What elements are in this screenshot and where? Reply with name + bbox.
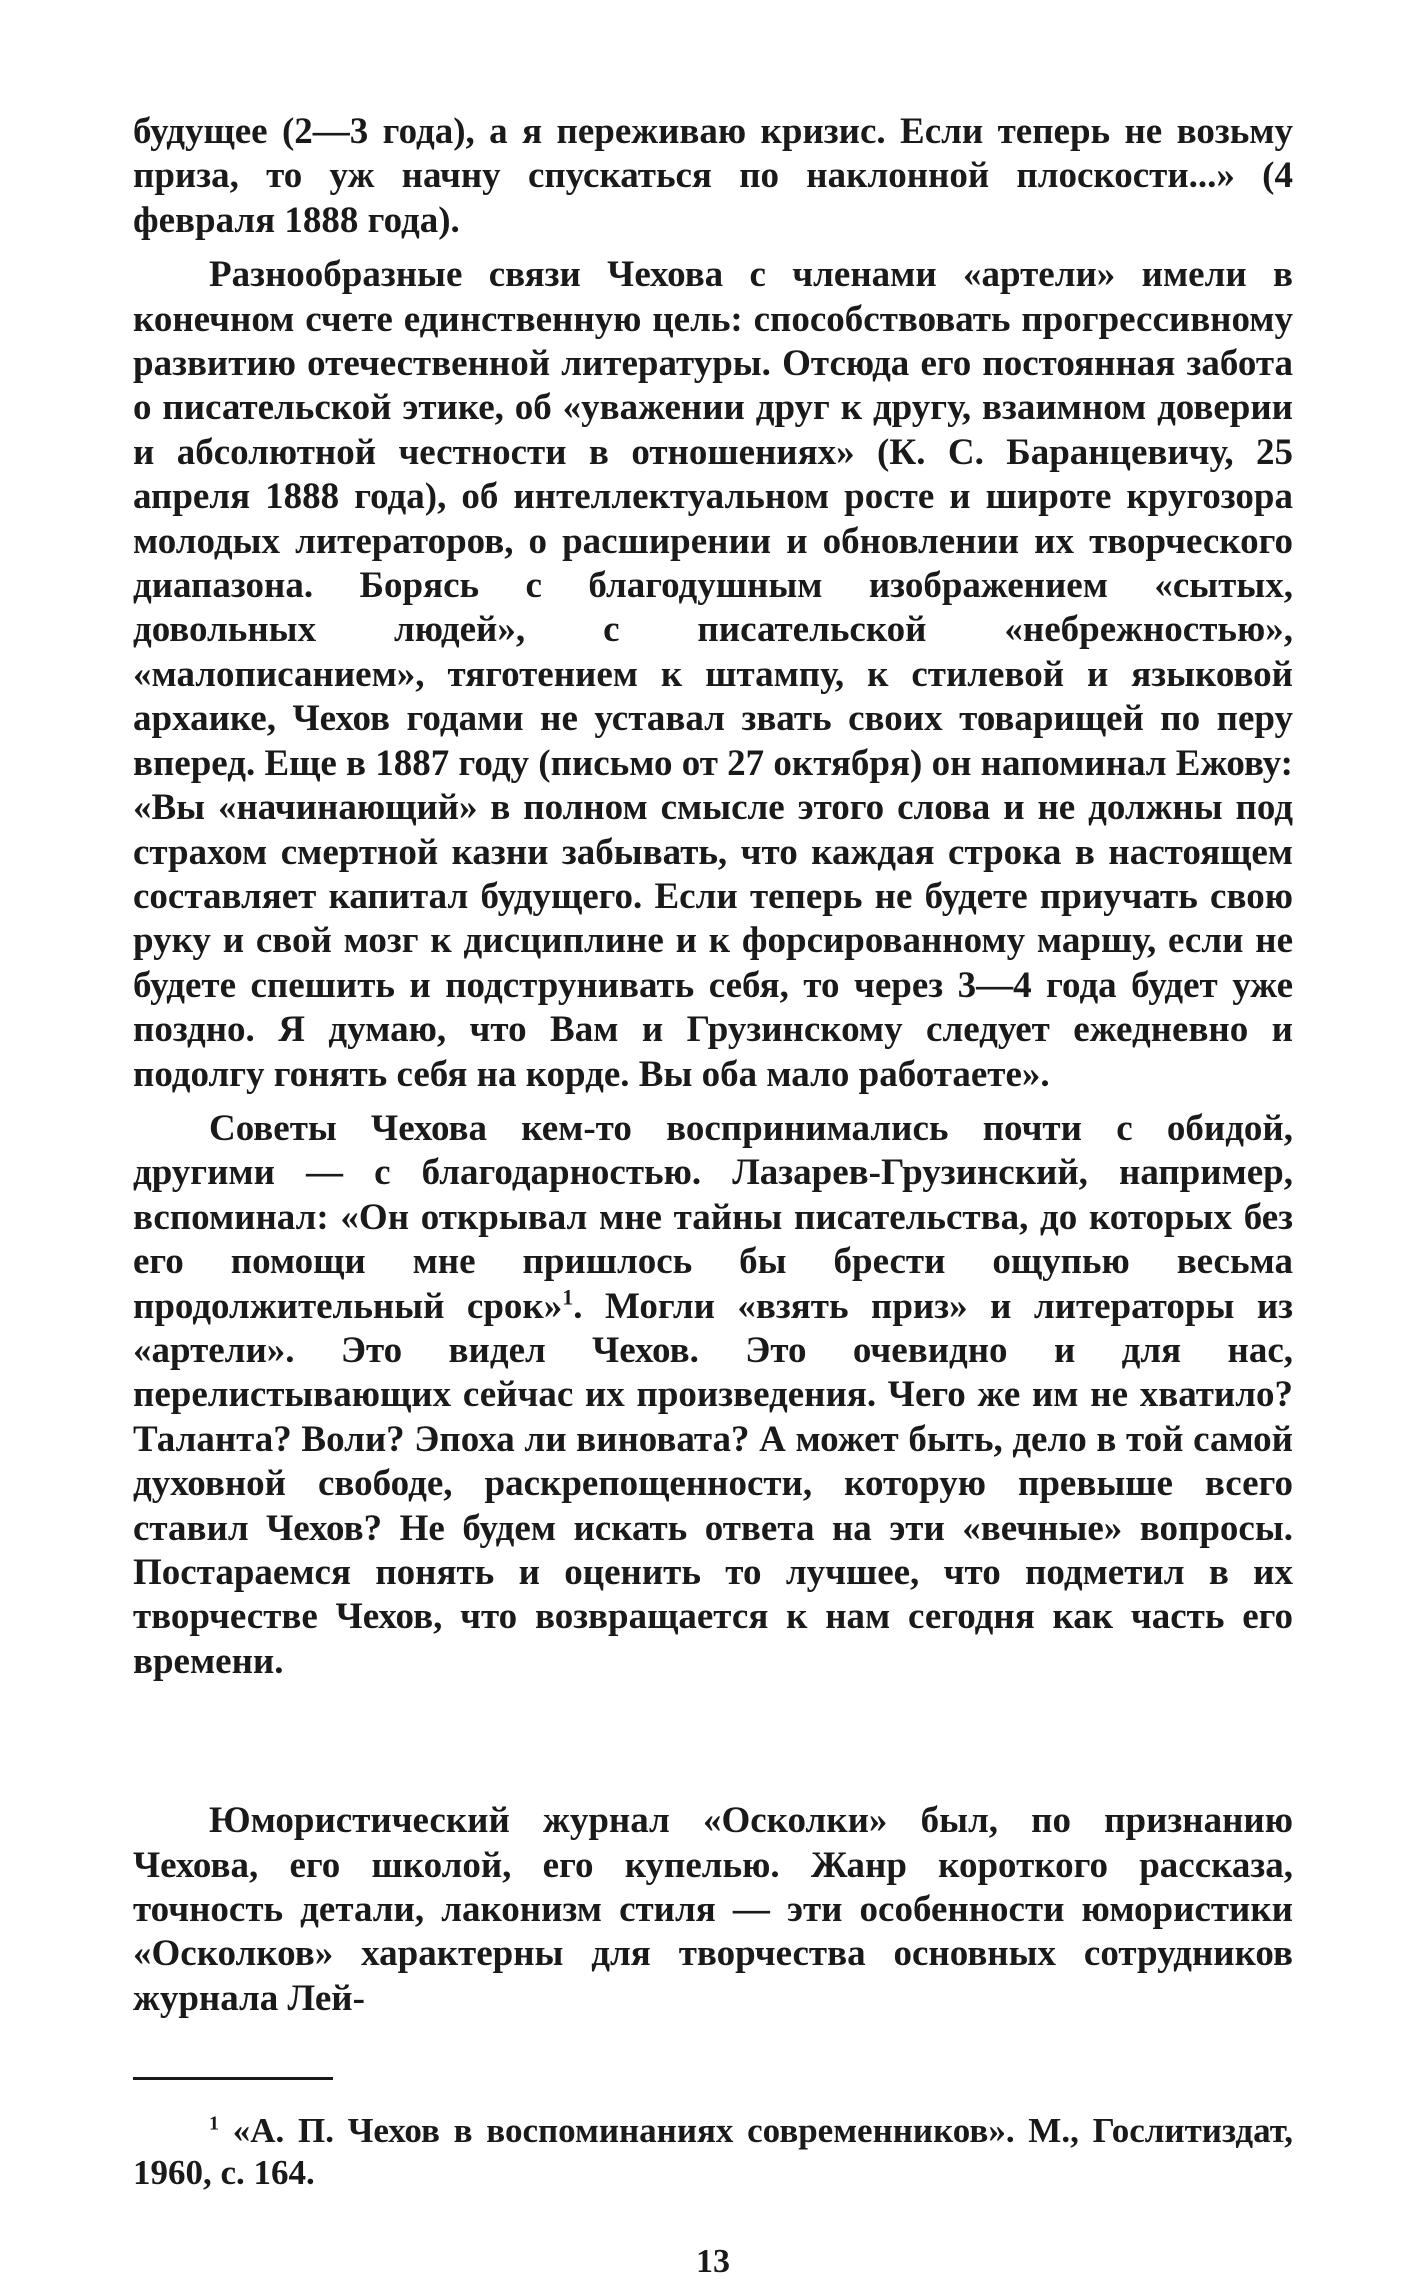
footnote bbox=[133, 2110, 1293, 2194]
paragraph-chekhov-advice-part1: Советы Чехова кем-то воспринимались почти с обидой, другими — с благодарностью. Лазарев-Грузинский, например, вспоминал: «Он открывал мне тайны писательства, до которых без его помощи мне пришлось бы брести ощупью весьма продолжительный срок» bbox=[133, 1107, 1293, 1327]
footnote-reference: 1 bbox=[562, 1284, 574, 1310]
section-break bbox=[133, 1684, 1293, 1789]
paragraph-chekhov-advice-part2: . Могли «взять приз» и литераторы из «артели». Это видел Чехов. Это очевидно и для нас, перелистывающих сейчас их произведения. Чего же им не хватило? Таланта? Воли? Эпоха ли виновата? А может быть, дело в той самой духовной свободе, раскрепощенности, которую превыше всего ставил Чехов? Не будем искать ответа на эти «вечные» вопросы. Постараемся понять и оценить то лучшее, что подметил в их творчестве Чехов, что возвращается к нам сегодня как часть его времени. bbox=[133, 1285, 1294, 1682]
paragraph-artel-connections: Разнообразные связи Чехова с членами «артели» имели в конечном счете единственную цель: способствовать прогрессивному развитию отечественной литературы. Отсюда его постоянная забота о писательской этике, об «уважении друг к другу, взаимном доверии и абсолютной честности в отношениях» (К. С. Баранцевичу, 25 апреля 1888 года), об интеллектуальном росте и широте кругозора молодых литераторов, о расширении и обновлении их творческого диапазона. Борясь с благодушным изображением «сытых, довольных людей», с писательской «небрежностью», «малописанием», тяготением к штампу, к стилевой и языковой архаике, Чехов годами не уставал звать своих товарищей по перу вперед. Еще в 1887 году (письмо от 27 октября) он напоминал Ежову: «Вы «начинающий» в полном смысле этого слова и не должны под страхом смертной казни забывать, что каждая строка в настоящем составляет капитал будущего. Если теперь не будете приучать свою руку и свой мозг к дисциплине и к форсированному маршу, если не будете спешить и подструнивать себя, то через 3—4 года будет уже поздно. Я думаю, что Вам и Грузинскому следует ежедневно и подолгу гонять себя на корде. Вы оба мало работаете». bbox=[133, 254, 1293, 1095]
footnote-mark: 1 bbox=[209, 2112, 219, 2135]
footnote-text: «А. П. Чехов в воспоминаниях современников». М., Гослитиздат, 1960, с. 164. bbox=[133, 2111, 1294, 2193]
paragraph-chekhov-advice bbox=[133, 1107, 1293, 1684]
book-page bbox=[133, 110, 1293, 2285]
paragraph-continuation: будущее (2—3 года), а я переживаю кризис. Если теперь не возьму приза, то уж начну спускаться по наклонной плоскости...» (4 февраля 1888 года). bbox=[133, 111, 1293, 241]
footnote-divider bbox=[133, 2077, 333, 2080]
page-number: 13 bbox=[696, 2243, 730, 2281]
paragraph-oskolki: Юмористический журнал «Осколки» был, по признанию Чехова, его школой, его купелью. Жанр короткого рассказа, точность детали, лаконизм стиля — эти особенности юмористики «Осколков» характерны для творчества основных сотрудников журнала Лей- bbox=[133, 1800, 1293, 2019]
